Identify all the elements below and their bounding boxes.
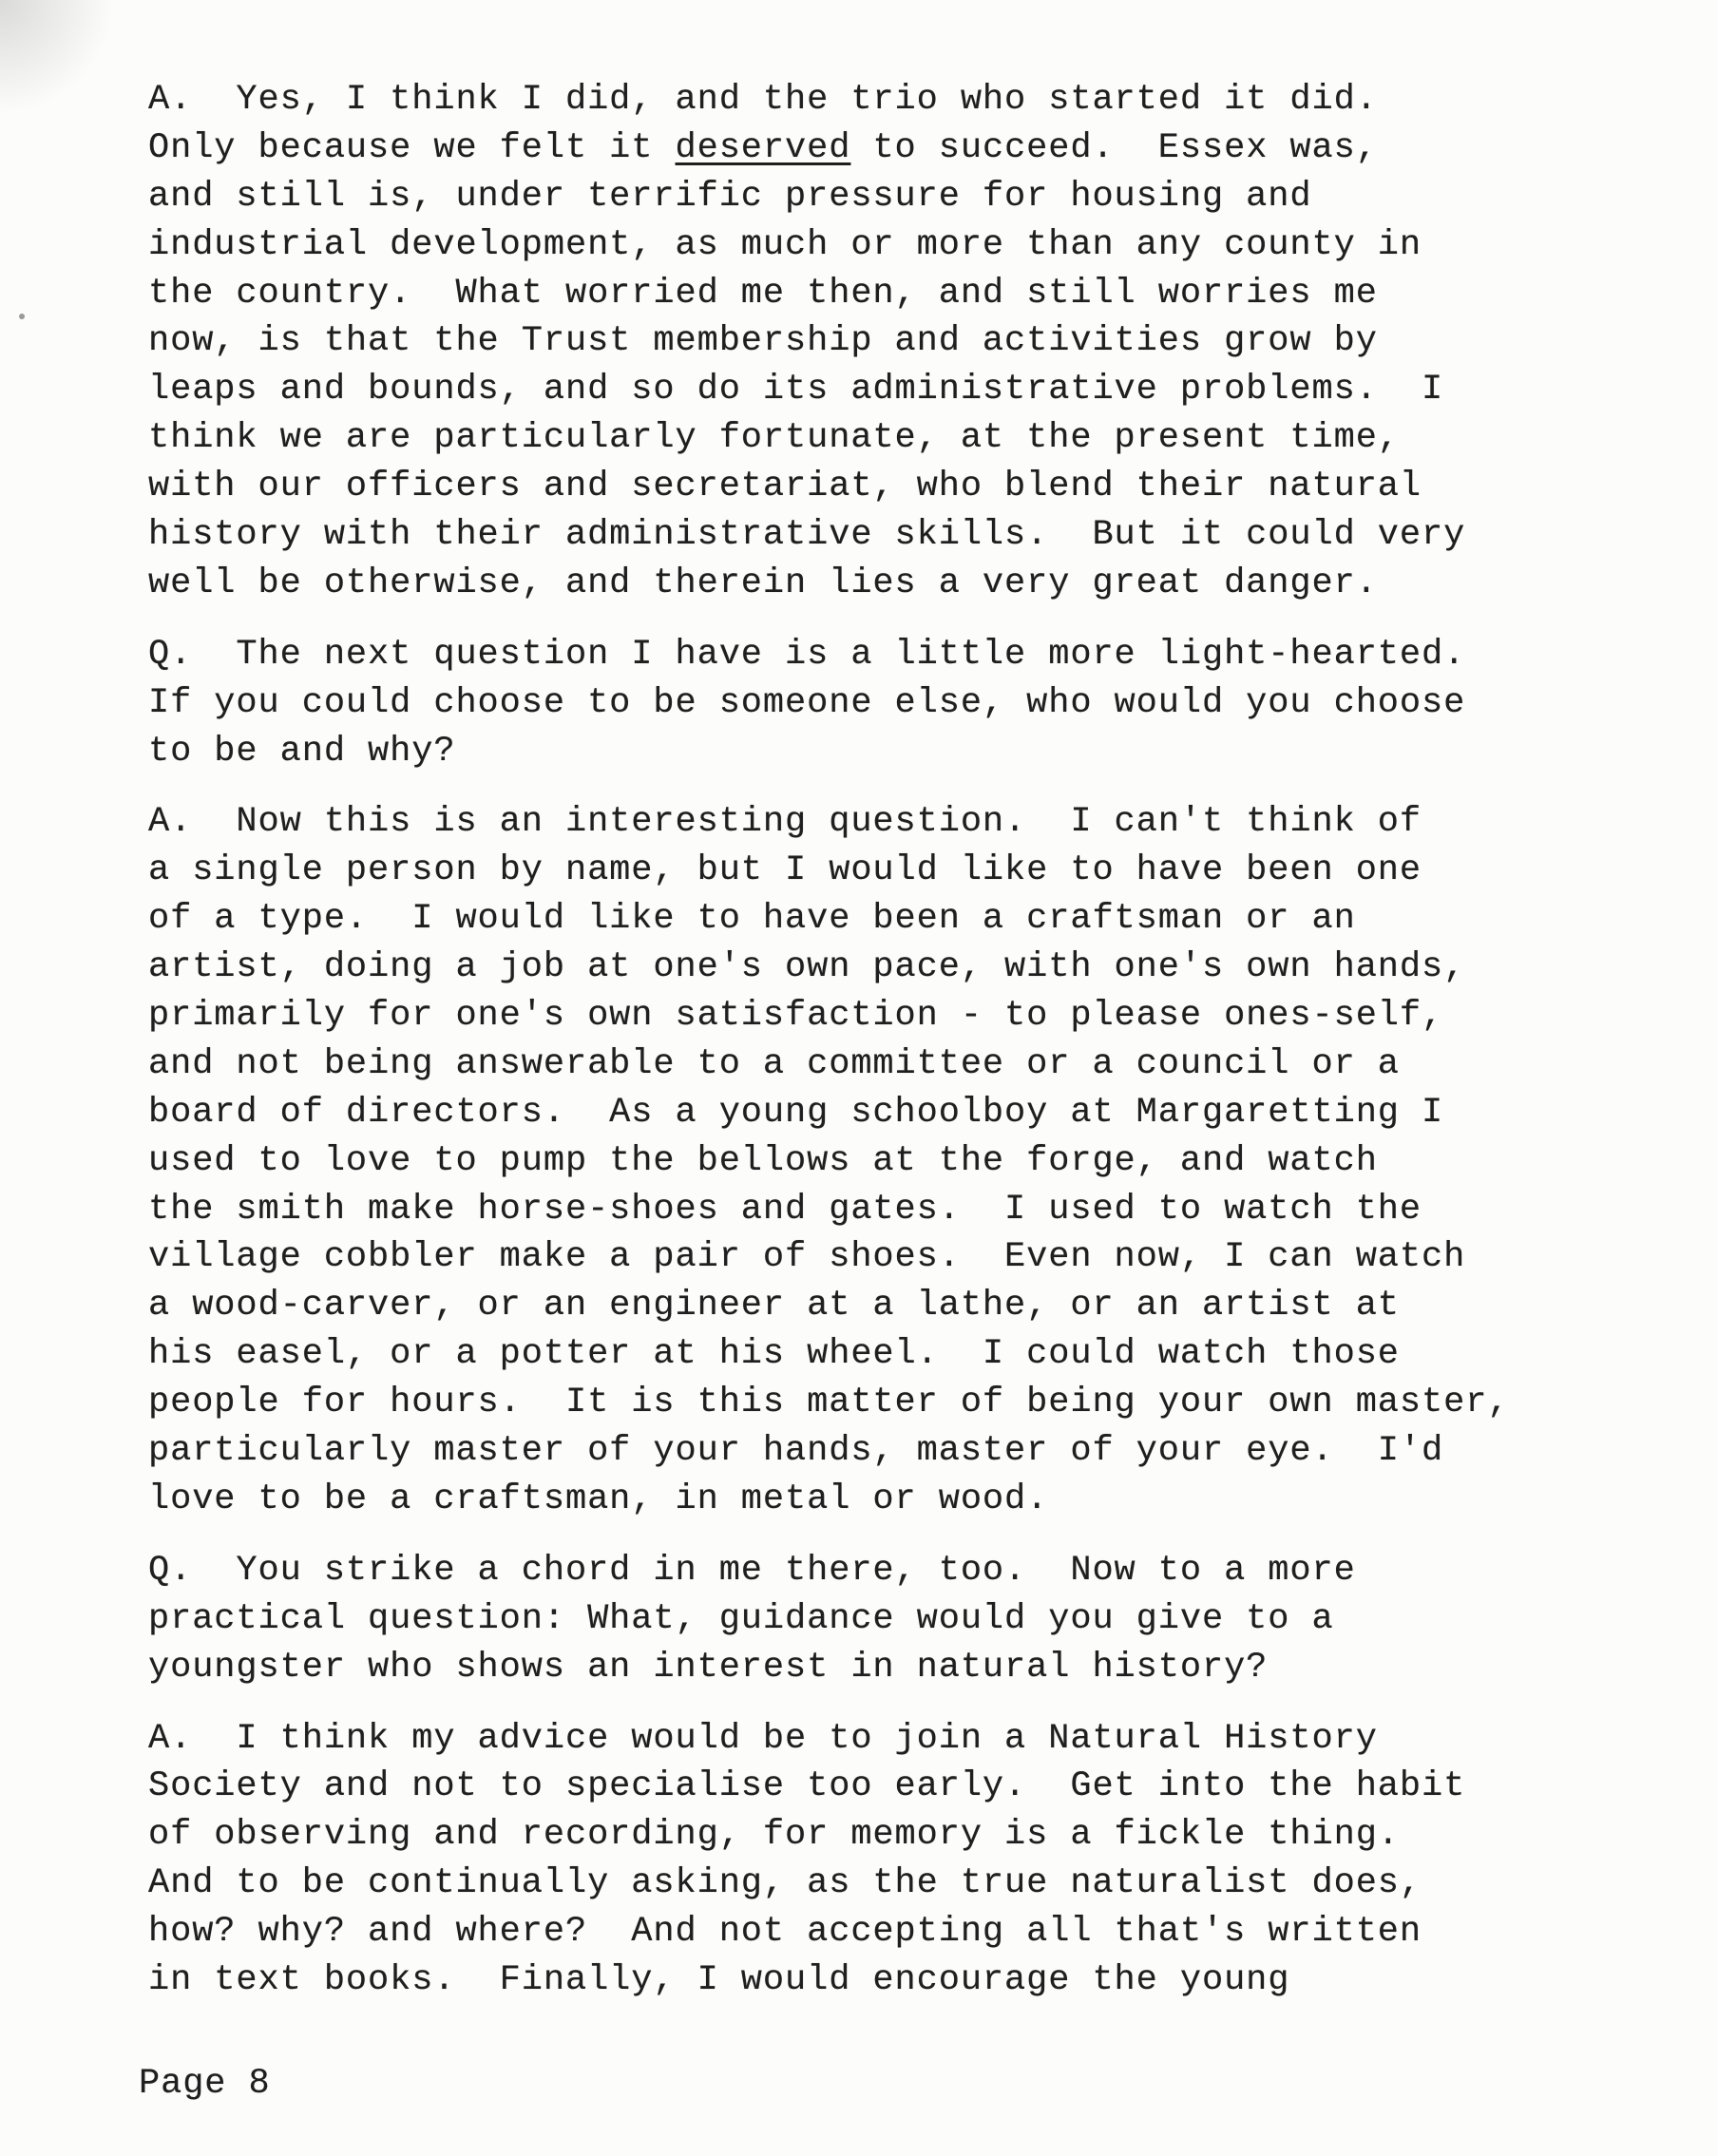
line-text: used to love to pump the bellows at the forge, and watch: [148, 1140, 1378, 1181]
question-paragraph: [148, 631, 1669, 776]
text-line: [148, 728, 1669, 776]
line-text: the smith make horse-shoes and gates. I used to watch the: [148, 1189, 1422, 1230]
underlined-word: deserved: [675, 127, 851, 168]
text-line: [148, 1137, 1669, 1186]
text-line: [148, 76, 1669, 124]
line-text: his easel, or a potter at his wheel. I could watch those: [148, 1334, 1400, 1375]
text-line: [148, 1547, 1669, 1595]
text-line: [148, 221, 1669, 270]
line-text: practical question: What, guidance would you give to a: [148, 1598, 1334, 1639]
line-text: and still is, under terrific pressure for housing and: [148, 176, 1312, 217]
line-text: Q. The next question I have is a little more light-hearted.: [148, 634, 1466, 675]
text-line: [148, 631, 1669, 679]
text-line: [148, 1476, 1669, 1524]
line-text: to succeed. Essex was,: [850, 127, 1378, 168]
text-line: [148, 1186, 1669, 1234]
text-line: [148, 895, 1669, 944]
text-line: [148, 317, 1669, 366]
line-text: in text books. Finally, I would encourage the young: [148, 1959, 1290, 2000]
text-line: [148, 1644, 1669, 1692]
line-text: the country. What worried me then, and still worries me: [148, 273, 1378, 314]
line-text: of a type. I would like to have been a craftsman or an: [148, 899, 1356, 940]
text-line: [148, 1379, 1669, 1427]
line-text: board of directors. As a young schoolboy at Margaretting I: [148, 1092, 1444, 1133]
line-text: Society and not to specialise too early. Get into the habit: [148, 1766, 1466, 1807]
text-line: [148, 173, 1669, 221]
line-text: and not being answerable to a committee or a council or a: [148, 1043, 1400, 1084]
line-text: Q. You strike a chord in me there, too. Now to a more: [148, 1550, 1356, 1591]
text-line: [148, 679, 1669, 728]
text-line: [148, 124, 1669, 173]
text-line: [148, 1089, 1669, 1137]
text-line: [148, 511, 1669, 560]
text-line: [148, 1595, 1669, 1644]
line-text: a wood-carver, or an engineer at a lathe, or an artist at: [148, 1286, 1400, 1326]
text-line: [148, 1715, 1669, 1764]
line-text: artist, doing a job at one's own pace, with one's own hands,: [148, 947, 1466, 988]
text-line: [148, 366, 1669, 414]
text-line: [148, 1763, 1669, 1811]
line-text: a single person by name, but I would like to have been one: [148, 850, 1422, 891]
text-line: [148, 847, 1669, 895]
question-paragraph: [148, 1547, 1669, 1692]
line-text: Only because we felt it: [148, 127, 676, 168]
line-text: how? why? and where? And not accepting all that's written: [148, 1912, 1422, 1953]
line-text: now, is that the Trust membership and activities grow by: [148, 321, 1378, 362]
text-line: [148, 1233, 1669, 1282]
line-text: history with their administrative skills. But it could very: [148, 515, 1466, 556]
text-line: [148, 414, 1669, 463]
paper-speck: [19, 314, 25, 319]
text-line: [148, 1956, 1669, 2005]
text-line: [148, 992, 1669, 1040]
text-line: [148, 560, 1669, 608]
text-line: [148, 1282, 1669, 1330]
text-line: [148, 1860, 1669, 1908]
line-text: And to be continually asking, as the true naturalist does,: [148, 1863, 1422, 1904]
line-text: youngster who shows an interest in natural history?: [148, 1647, 1269, 1688]
line-text: If you could choose to be someone else, who would you choose: [148, 682, 1466, 723]
line-text: people for hours. It is this matter of being your own master,: [148, 1383, 1510, 1423]
line-text: love to be a craftsman, in metal or wood.: [148, 1479, 1049, 1519]
line-text: industrial development, as much or more than any county in: [148, 224, 1422, 265]
text-line: [148, 1040, 1669, 1089]
text-line: [148, 463, 1669, 511]
answer-paragraph: [148, 76, 1669, 608]
line-text: A. Now this is an interesting question. I can't think of: [148, 802, 1422, 843]
text-line: [148, 1330, 1669, 1379]
line-text: A. I think my advice would be to join a Natural History: [148, 1718, 1378, 1759]
line-text: to be and why?: [148, 731, 456, 772]
text-line: [148, 798, 1669, 847]
line-text: with our officers and secretariat, who blend their natural: [148, 467, 1422, 507]
interview-text: [148, 76, 1669, 2028]
line-text: think we are particularly fortunate, at the present time,: [148, 418, 1400, 459]
line-text: well be otherwise, and therein lies a very great danger.: [148, 563, 1378, 603]
line-text: village cobbler make a pair of shoes. Even now, I can watch: [148, 1237, 1466, 1278]
text-line: [148, 1908, 1669, 1956]
answer-paragraph: [148, 1715, 1669, 2005]
text-line: [148, 1427, 1669, 1476]
answer-paragraph: [148, 798, 1669, 1523]
page-number: Page 8: [139, 2064, 271, 2104]
text-line: [148, 1811, 1669, 1860]
line-text: primarily for one's own satisfaction - to please ones-self,: [148, 996, 1444, 1037]
line-text: leaps and bounds, and so do its administrative problems. I: [148, 370, 1444, 410]
line-text: of observing and recording, for memory is a fickle thing.: [148, 1815, 1400, 1856]
text-line: [148, 944, 1669, 992]
line-text: A. Yes, I think I did, and the trio who started it did.: [148, 80, 1378, 120]
line-text: particularly master of your hands, master of your eye. I'd: [148, 1431, 1444, 1472]
text-line: [148, 270, 1669, 318]
